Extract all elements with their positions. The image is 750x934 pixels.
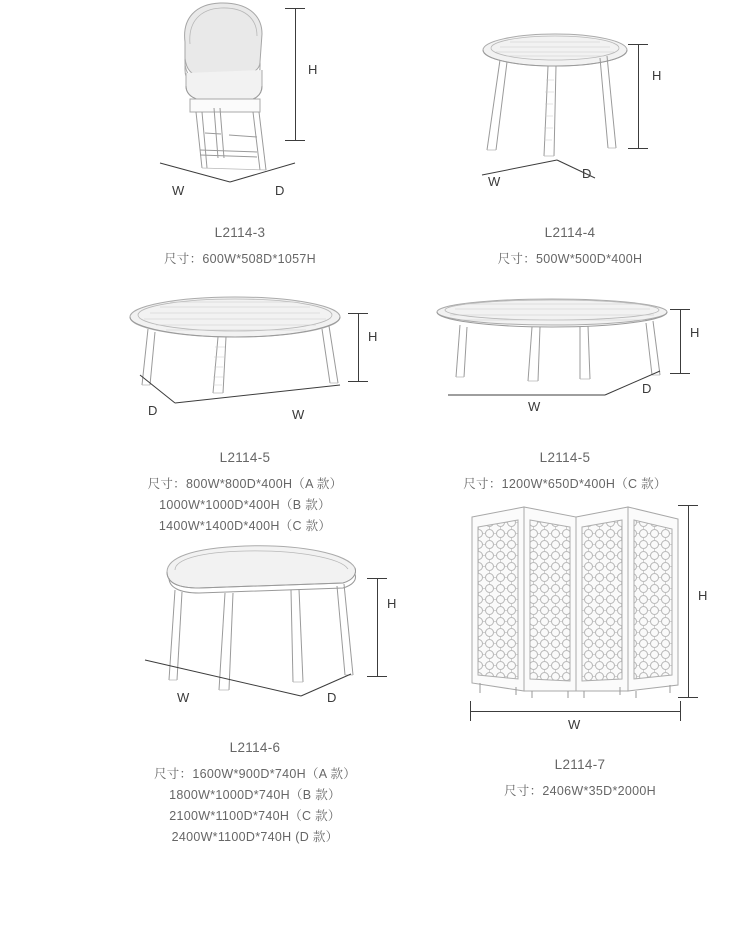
product-dimension: 尺寸：1200W*650D*400H（C 款） <box>463 477 667 491</box>
dim-label-w: W <box>172 183 185 198</box>
product-caption-3 <box>100 450 390 537</box>
dim-tick-w-left <box>470 701 471 721</box>
product-code: L2114-7 <box>554 757 606 772</box>
dim-tick-w-right <box>680 701 681 721</box>
dim-label-h: H <box>368 329 378 344</box>
product-caption-2 <box>440 225 700 270</box>
product-caption-4 <box>420 450 710 495</box>
dim-label-d: D <box>642 381 652 396</box>
product-cell-4 <box>420 285 710 530</box>
dim-label-w: W <box>292 407 305 422</box>
dim-label-w: W <box>528 399 541 414</box>
product-dimension: 2100W*1100D*740H（C 款） <box>169 809 341 823</box>
barstool-icon <box>110 0 370 205</box>
dim-label-d: D <box>148 403 158 418</box>
dim-label-d: D <box>582 166 592 181</box>
dim-label-h: H <box>387 596 397 611</box>
product-caption-1 <box>110 225 370 270</box>
dim-label-w: W <box>488 174 501 189</box>
product-dimension: 1400W*1400D*400H（C 款） <box>158 519 332 533</box>
product-dimension: 尺寸：2406W*35D*2000H <box>503 784 656 798</box>
product-code: L2114-4 <box>544 225 596 240</box>
dim-tick-h-top <box>678 505 698 506</box>
product-code: L2114-6 <box>229 740 281 755</box>
product-dimension: 尺寸：500W*500D*400H <box>497 252 643 266</box>
product-cell-5 <box>105 530 405 870</box>
dim-line-h-vertical <box>688 505 689 697</box>
product-dimension: 尺寸：800W*800D*400H（A 款） <box>147 477 343 491</box>
product-dimension: 1800W*1000D*740H（B 款） <box>169 788 341 802</box>
folding-screen-icon <box>440 495 720 735</box>
dim-label-w: W <box>568 717 581 732</box>
product-caption-5 <box>105 740 405 848</box>
dim-line-w-horizontal <box>470 711 680 712</box>
product-code: L2114-5 <box>539 450 591 465</box>
product-dimension: 1000W*1000D*400H（B 款） <box>159 498 331 512</box>
dim-label-w: W <box>177 690 190 705</box>
product-cell-2 <box>440 0 700 275</box>
dim-tick-h-bottom <box>678 697 698 698</box>
dim-label-h: H <box>690 325 700 340</box>
dim-label-h: H <box>652 68 662 83</box>
dim-label-h: H <box>308 62 318 77</box>
product-caption-6 <box>440 757 720 802</box>
dining-table-icon <box>105 530 405 720</box>
product-cell-3 <box>100 285 390 533</box>
product-code: L2114-5 <box>219 450 271 465</box>
product-cell-1 <box>110 0 370 275</box>
product-cell-6 <box>440 495 720 825</box>
product-dimension: 尺寸：600W*508D*1057H <box>163 252 316 266</box>
product-dimension: 2400W*1100D*740H (D 款） <box>171 830 339 844</box>
product-code: L2114-3 <box>214 225 266 240</box>
product-dimension: 尺寸：1600W*900D*740H（A 款） <box>153 767 357 781</box>
dim-label-h: H <box>698 588 708 603</box>
round-coffee-table-icon <box>100 285 390 430</box>
oval-coffee-table-icon <box>420 285 710 430</box>
round-side-table-icon <box>440 0 700 205</box>
dim-label-d: D <box>275 183 285 198</box>
dim-label-d: D <box>327 690 337 705</box>
